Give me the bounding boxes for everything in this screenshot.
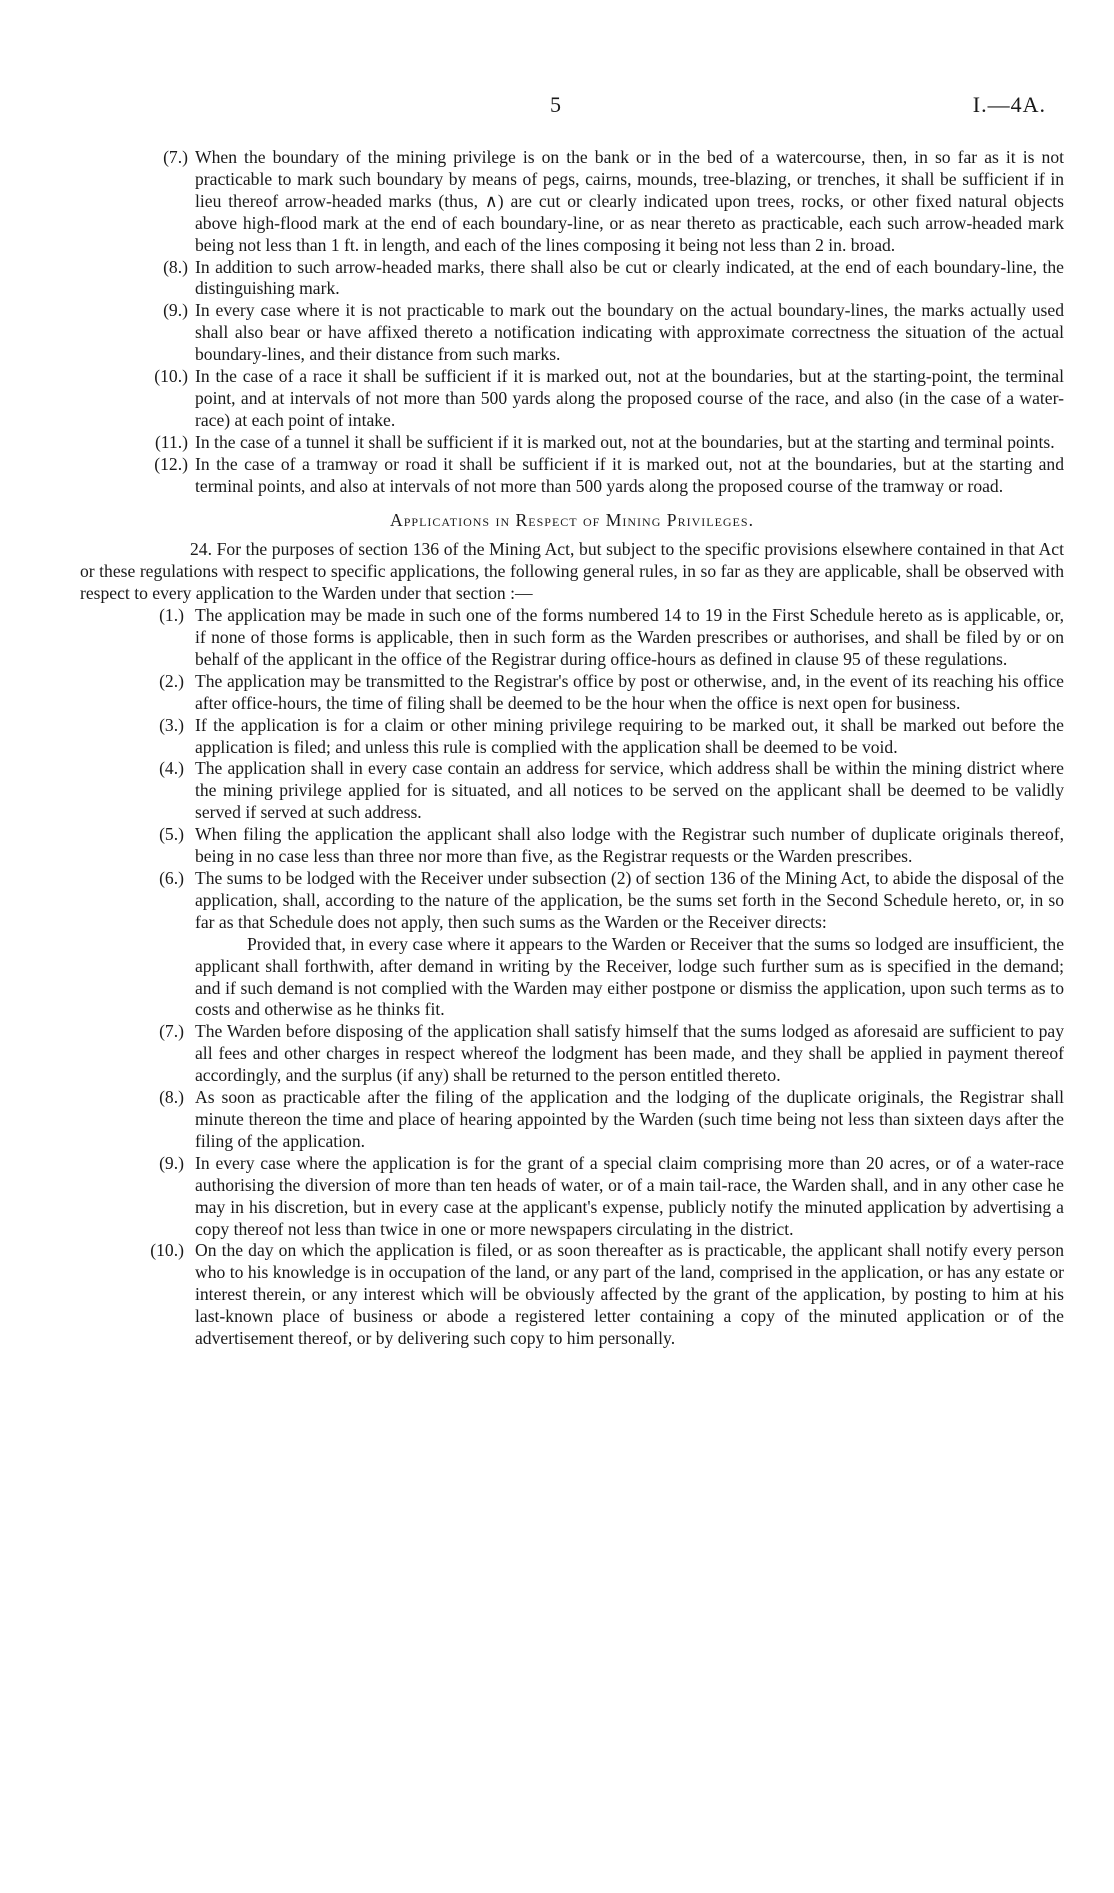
list-item (80, 300, 1064, 366)
item-text: The Warden before disposing of the application shall satisfy himself that the sums lodged as aforesaid are sufficient to pay all fees and other charges in respect whereof the lodgment has been made, and they shall be applied in payment thereof accordingly, and the surplus (if any) shall be returned to the person entitled thereto. (195, 1021, 1064, 1086)
item-text: In the case of a tunnel it shall be sufficient if it is marked out, not at the boundaries, but at the starting and terminal points. (195, 431, 1055, 452)
item-text: If the application is for a claim or other mining privilege requiring to be marked out, it shall be marked out before the application is filed; and unless this rule is complied with the application shall be deemed to be void. (195, 714, 1064, 757)
item-number: (9.) (159, 1152, 184, 1173)
list-item (80, 758, 1064, 824)
item-text: When the boundary of the mining privilege is on the bank or in the bed of a watercourse, then, in so far as it is not practicable to mark such boundary by means of pegs, cairns, mounds, tree-blazing, or trenches, it shall be sufficient if in lieu thereof arrow-headed marks (thus, ∧) are cut or clearly indicated upon trees, rocks, or other fixed natural objects above high-flood mark at the end of each boundary-line, or as near thereto as practicable, each such arrow-headed mark being not less than 1 ft. in length, and each of the lines composing it being not less than 2 in. broad. (195, 147, 1064, 255)
item-text: The application may be transmitted to the Registrar's office by post or otherwise, and, in the event of its reaching his office after office-hours, the time of filing shall be deemed to be the hour when the office is next open for business. (195, 670, 1064, 713)
item-text: As soon as practicable after the filing of the application and the lodging of the duplicate originals, the Registrar shall minute thereon the time and place of hearing appointed by the Warden (such time being not less than sixteen days after the filing of the application. (195, 1087, 1064, 1151)
application-rules-list (80, 605, 1064, 1350)
regulation-24-paragraph: 24. For the purposes of section 136 of the Mining Act, but subject to the specific provisions elsewhere contained in that Act or these regulations with respect to specific applications, the following general rules, in so far as they are applicable, shall be observed with respect to every application to the Warden under that section :— (80, 539, 1064, 604)
item-number: (12.) (154, 453, 188, 474)
list-item (80, 605, 1064, 671)
item-number: (5.) (159, 824, 184, 845)
item-number: (7.) (159, 1021, 184, 1042)
item-text: In every case where it is not practicable to mark out the boundary on the actual boundary-lines, the marks actually used shall also bear or have affixed thereto a notification indicating with approximate correctness the situation of the actual boundary-lines, and their distance from such marks. (195, 300, 1064, 365)
item-number: (11.) (154, 431, 188, 452)
list-item (80, 1021, 1064, 1087)
list-item (80, 366, 1064, 432)
item-number: (8.) (163, 256, 188, 277)
section-heading: Applications in Respect of Mining Privileges. (390, 509, 754, 530)
item-number: (7.) (163, 147, 188, 167)
item-text: In addition to such arrow-headed marks, there shall also be cut or clearly indicated, at the end of each boundary-line, the distinguishing mark. (195, 256, 1064, 299)
item-number: (1.) (159, 605, 184, 626)
item-number: (4.) (159, 758, 184, 779)
item-text: The application may be made in such one of the forms numbered 14 to 19 in the First Schedule hereto as is applicable, or, if none of those forms is applicable, then in such form as the Warden prescribes or authorises, and shall be filed by or on behalf of the applicant in the office of the Registrar during office-hours as defined in clause 95 of these regulations. (195, 605, 1064, 669)
list-item (80, 715, 1064, 759)
item-number: (8.) (159, 1087, 184, 1108)
page-number: 5 (550, 92, 561, 117)
list-item (80, 454, 1064, 498)
item-text: On the day on which the application is filed, or as soon thereafter as is practicable, the applicant shall notify every person who to his knowledge is in occupation of the land, or any part of the land, comprised in the application, or has any estate or interest therein, or any interest which will be obviously affected by the grant of the application, by posting to him at his last-known place of business or abode a registered letter containing a copy of the minuted application or of the advertisement thereof, or by delivering such copy to him personally. (195, 1240, 1064, 1349)
item-text: When filing the application the applicant shall also lodge with the Registrar such number of duplicate originals thereof, being in no case less than three nor more than five, as the Registrar requests or the Warden prescribes. (195, 824, 1064, 867)
item-text: In the case of a tramway or road it shall be sufficient if it is marked out, not at the boundaries, but at the starting and terminal points, and also at intervals of not more than 500 yards along the proposed course of the tramway or road. (195, 453, 1064, 496)
list-item (80, 824, 1064, 868)
proviso-text: Provided that, in every case where it appears to the Warden or Receiver that the sums so lodged are insufficient, the applicant shall forthwith, after demand in writing by the Receiver, lodge such further sum as is specified in the demand; and if such demand is not complied with the Warden may either postpone or dismiss the application, upon such terms as to costs and otherwise as he thinks fit. (195, 933, 1064, 1020)
list-item (80, 257, 1064, 301)
item-text: The application shall in every case contain an address for service, which address shall be within the mining district where the mining privilege applied for is situated, and all notices to be served on the applicant shall be deemed to be validly served if served at such address. (195, 758, 1064, 823)
item-number: (3.) (159, 714, 184, 735)
item-number: (9.) (163, 300, 188, 321)
list-item (80, 1087, 1064, 1153)
list-item (80, 671, 1064, 715)
item-number: (10.) (154, 366, 188, 387)
item-number: (10.) (150, 1240, 184, 1261)
item-text: In every case where the application is for the grant of a special claim comprising more than 20 acres, or of a water-race authorising the diversion of more than ten heads of water, or of a main tail-race, the Warden shall, and in any other case he may in his discretion, but in every case at the applicant's expense, publicly notify the minuted application by advertising a copy thereof not less than twice in one or more newspapers circulating in the district. (195, 1152, 1064, 1239)
marking-rules-list (80, 147, 1064, 498)
item-text: The sums to be lodged with the Receiver under subsection (2) of section 136 of the Mining Act, to abide the disposal of the application, shall, according to the nature of the application, be the sums set forth in the Second Schedule hereto, or, in so far as that Schedule does not apply, then such sums as the Warden or the Receiver directs: (195, 868, 1064, 932)
item-number: (2.) (159, 670, 184, 691)
item-number: (6.) (159, 868, 184, 888)
document-reference: I.—4A. (972, 92, 1046, 117)
page-body (80, 147, 1064, 1350)
list-item (80, 432, 1064, 454)
item-text: In the case of a race it shall be sufficient if it is marked out, not at the boundaries, but at the starting-point, the terminal point, and at intervals of not more than 500 yards along the proposed course of the race, and also (in the case of a water-race) at each point of intake. (195, 366, 1064, 430)
list-item (80, 147, 1064, 257)
list-item (80, 868, 1064, 1021)
list-item (80, 1240, 1064, 1350)
page-header (0, 92, 1114, 120)
list-item (80, 1153, 1064, 1241)
